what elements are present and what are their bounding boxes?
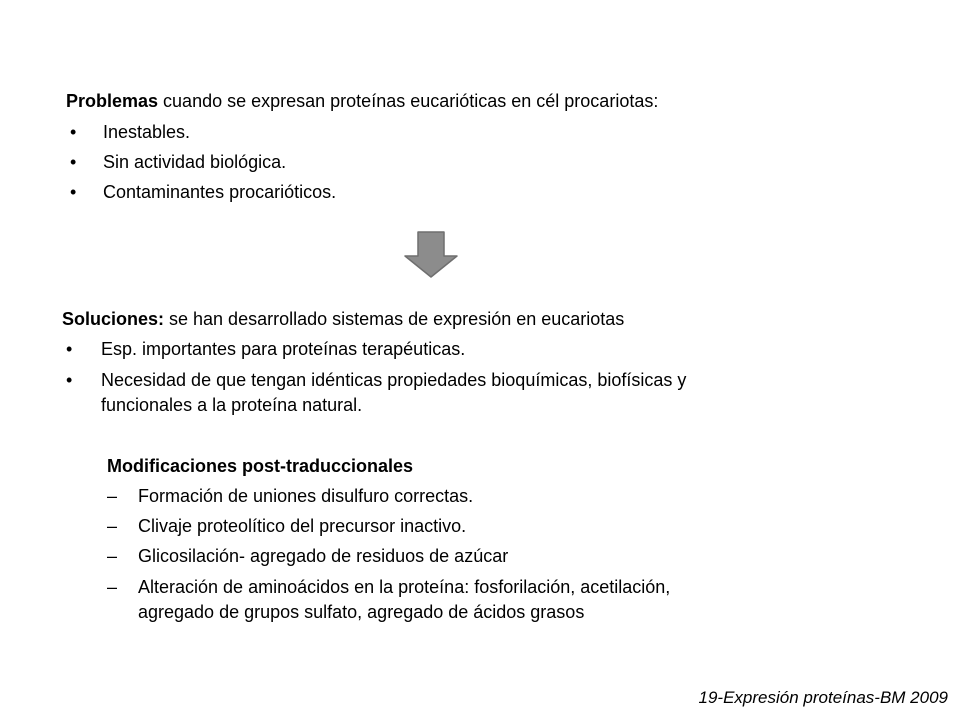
modifications-heading: Modificaciones post-traduccionales: [107, 456, 414, 476]
dash-marker: –: [107, 546, 118, 566]
slide-footer: 19-Expresión proteínas-BM 2009: [698, 688, 948, 707]
solutions-heading-bold: Soluciones:: [62, 309, 165, 329]
modifications-item: Alteración de aminoácidos en la proteína: fosforilación, acetilación,: [138, 577, 671, 597]
solutions-item: Necesidad de que tengan idénticas propiedades bioquímicas, biofísicas y: [101, 370, 687, 390]
solutions-heading: [62, 308, 624, 330]
solutions-item-continuation: funcionales a la proteína natural.: [101, 395, 363, 415]
dash-marker: –: [107, 486, 118, 506]
bullet-marker: •: [70, 122, 77, 142]
modifications-item: Formación de uniones disulfuro correctas.: [138, 486, 474, 506]
problems-item: Sin actividad biológica.: [103, 152, 287, 172]
problems-item: Inestables.: [103, 122, 191, 142]
modifications-item: Clivaje proteolítico del precursor inactivo.: [138, 516, 467, 536]
bullet-marker: •: [66, 339, 73, 359]
dash-marker: –: [107, 516, 118, 536]
bullet-marker: •: [70, 152, 77, 172]
problems-heading-rest: cuando se expresan proteínas eucarióticas en cél procariotas:: [158, 91, 659, 111]
modifications-item: Glicosilación- agregado de residuos de azúcar: [138, 546, 509, 566]
modifications-item-continuation: agregado de grupos sulfato, agregado de ácidos grasos: [138, 602, 585, 622]
bullet-marker: •: [70, 182, 77, 202]
dash-marker: –: [107, 577, 118, 597]
bullet-marker: •: [66, 370, 73, 390]
down-arrow-icon: [403, 231, 459, 279]
problems-heading: [66, 90, 658, 112]
problems-heading-bold: Problemas: [66, 91, 159, 111]
problems-item: Contaminantes procarióticos.: [103, 182, 337, 202]
solutions-item: Esp. importantes para proteínas terapéuticas.: [101, 339, 466, 359]
solutions-heading-rest: se han desarrollado sistemas de expresión en eucariotas: [164, 309, 625, 329]
